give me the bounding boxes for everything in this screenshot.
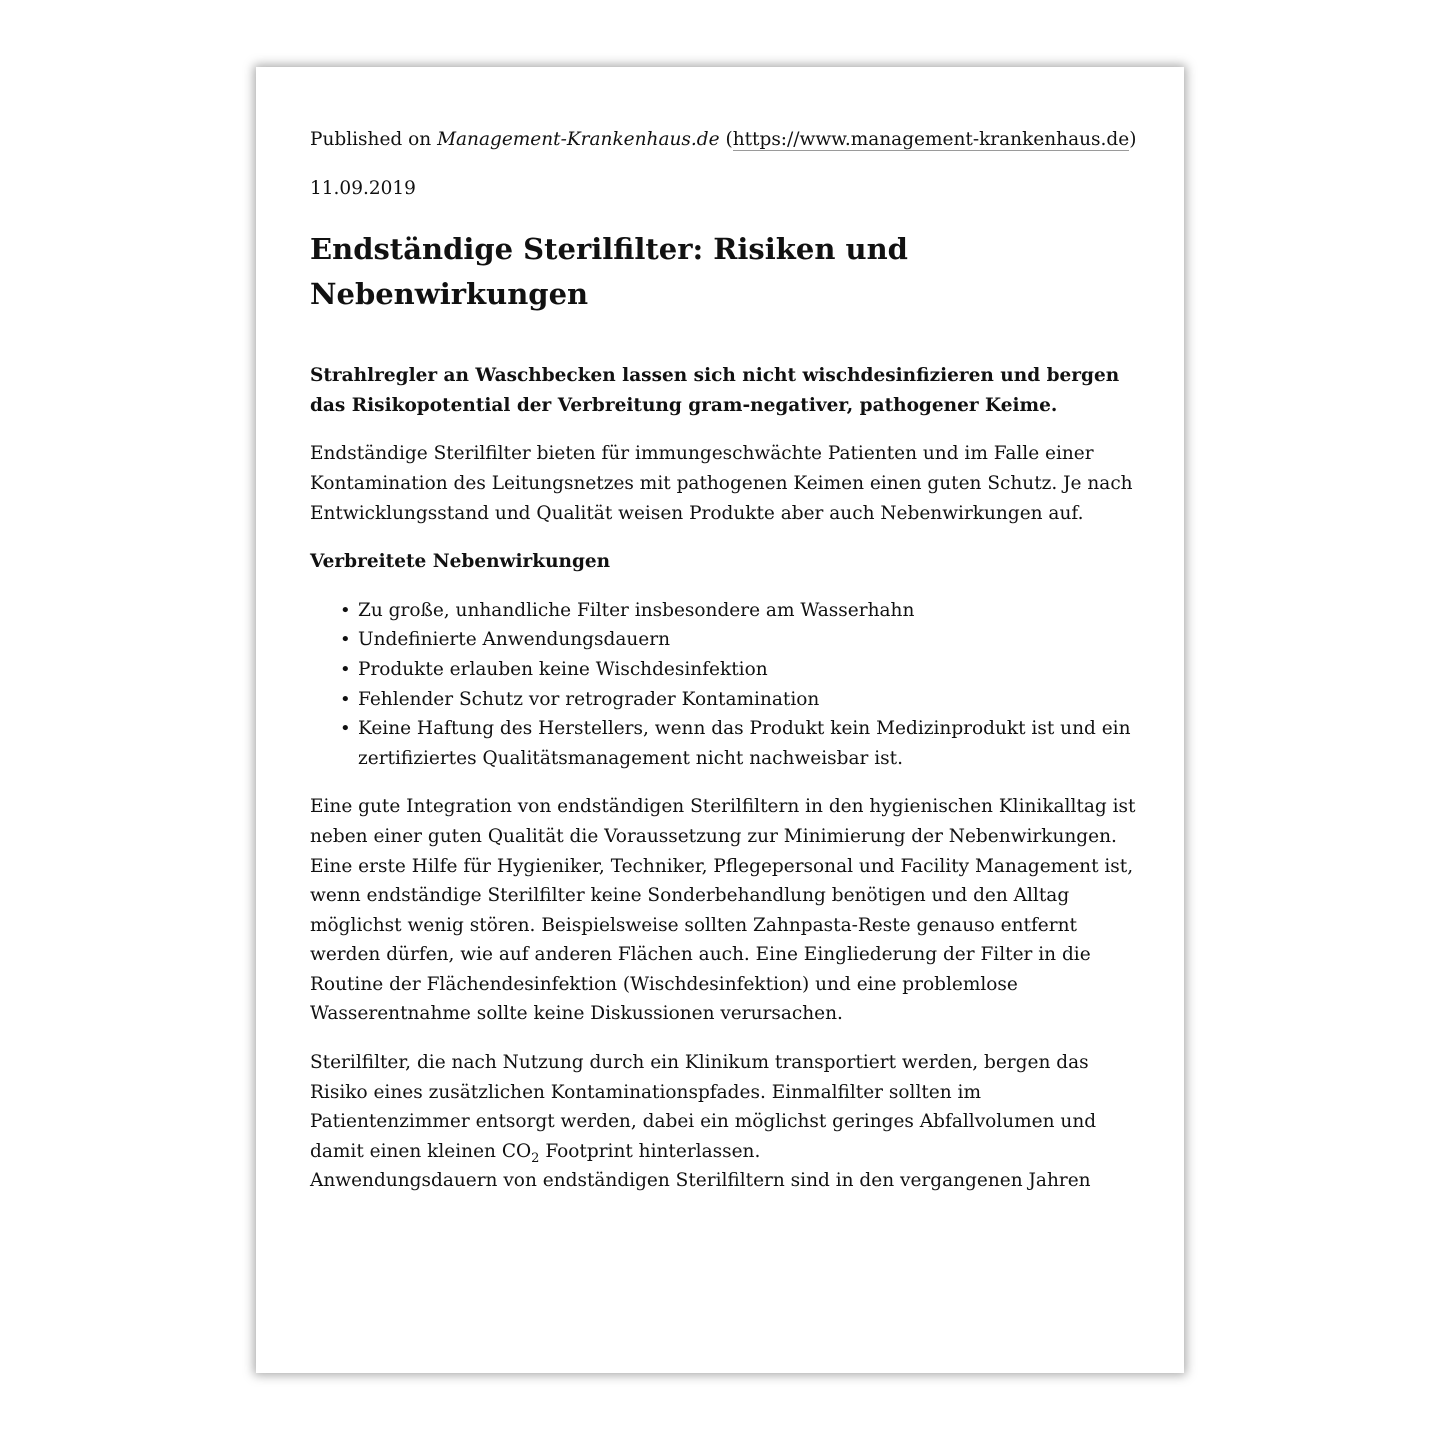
- list-item-text: Zu große, unhandliche Filter insbesondere am Wasserhahn: [358, 599, 915, 621]
- bullet-icon: •: [340, 629, 351, 651]
- url-close-paren: ): [1129, 129, 1137, 150]
- published-line: [310, 125, 1140, 155]
- body-paragraph-3: [310, 1048, 1140, 1166]
- article-content: [310, 125, 1140, 1196]
- list-item: [340, 596, 1140, 626]
- publish-date: 11.09.2019: [310, 177, 416, 199]
- paragraph-text: Footprint hinterlassen.: [539, 1140, 761, 1162]
- subscript-text: 2: [531, 1150, 540, 1166]
- body-paragraph-1: Eine gute Integration von endständigen Sterilfiltern in den hygienischen Klinikalltag ist neben einer guten Qualität die Voraussetzung zur Minimierung der Nebenwirkungen.: [310, 796, 1136, 847]
- bullet-icon: •: [340, 688, 351, 710]
- list-item: [340, 625, 1140, 655]
- side-effects-heading: Verbreitete Nebenwirkungen: [310, 551, 611, 573]
- site-name: Management-Krankenhaus.de: [437, 129, 720, 150]
- article-title: Endständige Sterilfilter: Risiken und Nebenwirkungen: [310, 232, 908, 312]
- list-item-text: Produkte erlauben keine Wischdesinfektion: [358, 658, 768, 680]
- bullet-icon: •: [340, 599, 351, 621]
- body-paragraph-2: Eine erste Hilfe für Hygieniker, Techniker, Pflegepersonal und Facility Management ist, wenn endständige Sterilfilter keine Sonderbehandlung benötigen und den Alltag möglichst wenig stören. Beispielsweise sollten Zahnpasta-Reste genauso entfernt werden dürfen, wie auf anderen Flächen auch. Eine Eingliederung der Filter in die Routine der Flächendesinfektion (Wischdesinfektion) und eine problemlose Wasserentnahme sollte keine Diskussionen verursachen.: [310, 855, 1134, 1025]
- list-item-text: Keine Haftung des Herstellers, wenn das Produkt kein Medizinprodukt ist und ein zertifiziertes Qualitätsmanagement nicht nachweisbar ist.: [358, 718, 1131, 769]
- document-page: [256, 67, 1184, 1373]
- paragraph-text: Sterilfilter, die nach Nutzung durch ein Klinikum transportiert werden, bergen das Risiko eines zusätzlichen Kontaminationspfades. Einmalfilter sollten im Patientenzimmer entsorgt werden, dabei ein möglichst geringes Abfallvolumen und damit einen kleinen CO: [310, 1052, 1097, 1162]
- side-effects-list: [310, 596, 1140, 774]
- intro-paragraph: Endständige Sterilfilter bieten für immungeschwächte Patienten und im Falle einer Kontamination des Leitungsnetzes mit pathogenen Keimen einen guten Schutz. Je nach Entwicklungsstand und Qualität weisen Produkte aber auch Nebenwirkungen auf.: [310, 443, 1133, 524]
- list-item: [340, 714, 1140, 773]
- list-item: [340, 655, 1140, 685]
- list-item-text: Fehlender Schutz vor retrograder Kontamination: [358, 688, 820, 710]
- list-item-text: Undefinierte Anwendungsdauern: [358, 629, 670, 651]
- bullet-icon: •: [340, 658, 351, 680]
- published-prefix: Published on: [310, 129, 438, 150]
- url-open-paren: (: [719, 129, 733, 150]
- site-url-link[interactable]: https://www.management-krankenhaus.de: [732, 129, 1130, 150]
- body-paragraph-4: Anwendungsdauern von endständigen Sterilfiltern sind in den vergangenen Jahren: [310, 1170, 1091, 1192]
- list-item: [340, 685, 1140, 715]
- bullet-icon: •: [340, 718, 351, 740]
- article-lead: Strahlregler an Waschbecken lassen sich nicht wischdesinfizieren und bergen das Risikopotential der Verbreitung gram-negativer, pathogener Keime.: [310, 365, 1120, 416]
